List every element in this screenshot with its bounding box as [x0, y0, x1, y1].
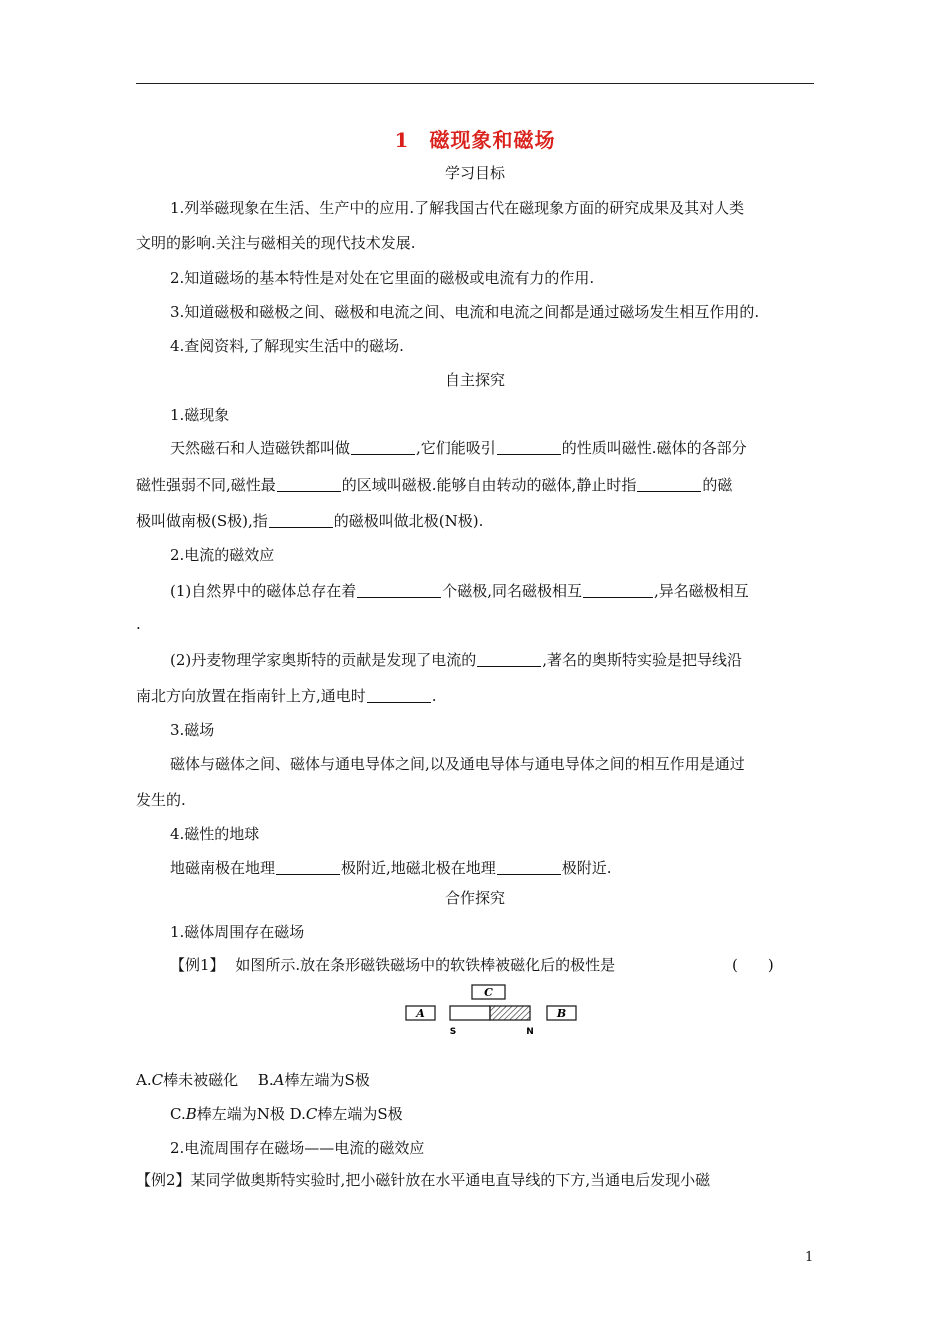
magnet-s-half [450, 1006, 490, 1020]
answer-blank[interactable] [277, 476, 341, 492]
coop-heading-1: 1.磁体周围存在磁场 [170, 923, 305, 941]
goal-2: 2.知道磁场的基本特性是对处在它里面的磁极或电流有力的作用. [170, 269, 595, 287]
answer-blank[interactable] [637, 476, 701, 492]
example-2-text: 某同学做奥斯特实验时,把小磁针放在水平通电直导线的下方,当通电后发现小磁 [190, 1171, 711, 1189]
example-1 [170, 955, 615, 975]
section-heading-goals: 学习目标 [444, 164, 505, 182]
example-1-answer-paren[interactable]: ( ) [732, 956, 774, 974]
section-heading-self: 自主探究 [444, 371, 505, 389]
self-para-1-line-1: 天然磁石和人造磁铁都叫做 ,它们能吸引 的性质叫磁性.磁体的各部分 [170, 439, 747, 457]
self-heading-4: 4.磁性的地球 [170, 825, 260, 843]
example-1-label: 【例1】 [170, 956, 225, 974]
self-para-1-line-2: 磁性强弱不同,磁性最 的区域叫磁极.能够自由转动的磁体,静止时指 的磁 [136, 476, 733, 494]
label-n: N [526, 1027, 534, 1037]
self-heading-3: 3.磁场 [170, 721, 215, 739]
answer-blank[interactable] [367, 687, 431, 703]
title-text: 磁现象和磁场 [429, 128, 556, 152]
self-para-2-dot: . [136, 615, 141, 633]
example-2 [136, 1170, 710, 1190]
example-1-options-cd: C.B棒左端为N极 D.C棒左端为S极 [170, 1105, 403, 1123]
title-number: 1 [394, 128, 410, 152]
self-para-4: 地磁南极在地理 极附近,地磁北极在地理 极附近. [170, 859, 612, 877]
magnet-n-half [490, 1006, 530, 1020]
self-para-1-line-3: 极叫做南极(S极),指 的磁极叫做北极(N极). [136, 512, 484, 530]
self-heading-1: 1.磁现象 [170, 406, 230, 424]
magnet-figure [400, 982, 585, 1038]
page-number: 1 [805, 1250, 814, 1265]
self-heading-2: 2.电流的磁效应 [170, 546, 275, 564]
answer-blank[interactable] [497, 439, 561, 455]
label-a: A [416, 1007, 425, 1020]
example-1-text: 如图所示.放在条形磁铁磁场中的软铁棒被磁化后的极性是 [235, 956, 616, 974]
goal-4: 4.查阅资料,了解现实生活中的磁场. [170, 337, 404, 355]
page-title [0, 124, 950, 153]
example-2-label: 【例2】 [136, 1171, 191, 1189]
answer-blank[interactable] [276, 859, 340, 875]
self-para-3-line-2: 发生的. [136, 791, 186, 809]
self-para-2-line-3: 南北方向放置在指南针上方,通电时 . [136, 687, 437, 705]
coop-heading-2: 2.电流周围存在磁场——电流的磁效应 [170, 1139, 425, 1157]
label-s: S [449, 1027, 457, 1037]
answer-blank[interactable] [583, 582, 653, 598]
answer-blank[interactable] [357, 582, 441, 598]
self-para-3-line-1: 磁体与磁体之间、磁体与通电导体之间,以及通电导体与通电导体之间的相互作用是通过 [170, 755, 745, 773]
section-heading-coop: 合作探究 [444, 889, 505, 907]
answer-blank[interactable] [351, 439, 415, 455]
goal-1-line-2: 文明的影响.关注与磁相关的现代技术发展. [136, 234, 416, 252]
example-1-options-ab: A.C棒未被磁化 B.A棒左端为S极 [136, 1071, 370, 1089]
self-para-2-line-2: (2)丹麦物理学家奥斯特的贡献是发现了电流的 ,著名的奥斯特实验是把导线沿 [170, 651, 743, 669]
label-b: B [556, 1007, 567, 1020]
self-para-2-line-1: (1)自然界中的磁体总存在着 个磁极,同名磁极相互 ,异名磁极相互 [170, 582, 749, 600]
goal-3: 3.知道磁极和磁极之间、磁极和电流之间、电流和电流之间都是通过磁场发生相互作用的. [170, 303, 760, 321]
label-c: C [484, 986, 493, 999]
answer-blank[interactable] [497, 859, 561, 875]
answer-blank[interactable] [477, 651, 541, 667]
answer-blank[interactable] [269, 512, 333, 528]
header-rule [136, 83, 814, 84]
goal-1-line-1: 1.列举磁现象在生活、生产中的应用.了解我国古代在磁现象方面的研究成果及其对人类 [170, 199, 745, 217]
